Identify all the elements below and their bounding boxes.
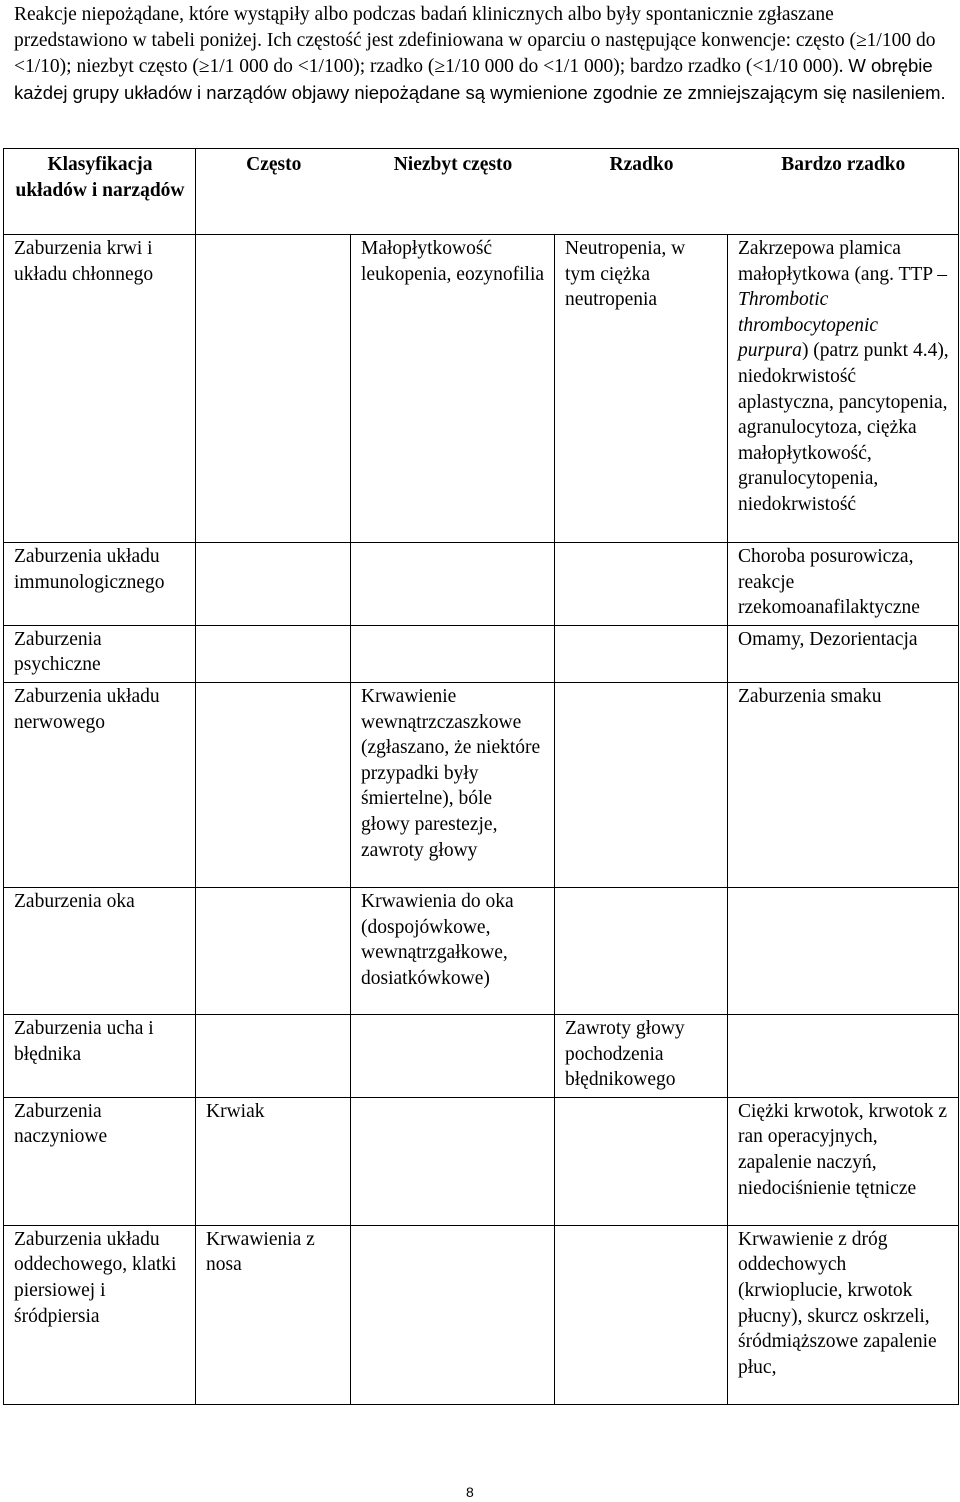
cell-very-rare: Ciężki krwotok, krwotok z ran operacyjnych, zapalenie naczyń, niedociśnienie tętnicze: [728, 1097, 959, 1225]
cell-very-rare: [728, 1014, 959, 1097]
cell-very-rare: Choroba posurowicza, reakcje rzekomoanafilaktyczne: [728, 543, 959, 626]
header-soc: Klasyfikacja układów i narządów: [4, 149, 196, 235]
cell-soc: Zaburzenia naczyniowe: [4, 1097, 196, 1225]
cell-very-rare: Omamy, Dezorientacja: [728, 625, 959, 682]
cell-very-rare: [728, 887, 959, 1014]
cell-uncommon: Małopłytkowość leukopenia, eozynofilia: [351, 235, 555, 543]
intro-paragraph: [14, 2, 949, 106]
table-row: [4, 1225, 959, 1404]
cell-uncommon: Krwawienia do oka (dospojówkowe, wewnątrzgałkowe, dosiatkówkowe): [351, 887, 555, 1014]
cell-common: Krwawienia z nosa: [196, 1225, 351, 1404]
cell-very-rare: Zaburzenia smaku: [728, 682, 959, 887]
cell-soc: Zaburzenia układu oddechowego, klatki piersiowej i śródpiersia: [4, 1225, 196, 1404]
table-row: [4, 543, 959, 626]
cell-soc: Zaburzenia układu immunologicznego: [4, 543, 196, 626]
cell-common: [196, 543, 351, 626]
cell-uncommon: Krwawienie wewnątrzczaszkowe (zgłaszano, że niektóre przypadki były śmiertelne), bóle głowy parestezje, zawroty głowy: [351, 682, 555, 887]
cell-common: Krwiak: [196, 1097, 351, 1225]
table-row: [4, 235, 959, 543]
table-row: [4, 682, 959, 887]
cell-uncommon: [351, 1097, 555, 1225]
table-header-row: [4, 149, 959, 235]
cell-common: [196, 235, 351, 543]
cell-soc: Zaburzenia układu nerwowego: [4, 682, 196, 887]
header-very-rare: Bardzo rzadko: [728, 149, 959, 235]
very-rare-part-a: Zakrzepowa plamica małopłytkowa (ang. TTP –: [738, 238, 948, 285]
header-uncommon: Niezbyt często: [351, 149, 555, 235]
cell-rare: Zawroty głowy pochodzenia błędnikowego: [555, 1014, 728, 1097]
header-common: Często: [196, 149, 351, 235]
cell-very-rare: [728, 235, 959, 543]
cell-soc: Zaburzenia krwi i układu chłonnego: [4, 235, 196, 543]
cell-rare: [555, 887, 728, 1014]
table-row: [4, 1097, 959, 1225]
cell-rare: [555, 682, 728, 887]
cell-uncommon: [351, 1014, 555, 1097]
cell-uncommon: [351, 1225, 555, 1404]
intro-sentence-2: Ich częstość jest zdefiniowana w oparciu o następujące konwencje: często (≥1/100 do <1/10); niezbyt często (≥1/1 000 do <1/100); rzadko (≥1/10 000 do <1/1 000); bardzo rzadko (<1/10 000).: [14, 29, 936, 78]
cell-very-rare: Krwawienie z dróg oddechowych (krwioplucie, krwotok płucny), skurcz oskrzeli, śródmiąższowe zapalenie płuc,: [728, 1225, 959, 1404]
table-row: [4, 887, 959, 1014]
table-row: [4, 625, 959, 682]
cell-common: [196, 887, 351, 1014]
cell-rare: [555, 1225, 728, 1404]
cell-uncommon: [351, 625, 555, 682]
header-rare: Rzadko: [555, 149, 728, 235]
very-rare-part-italic: Thrombotic thrombocytopenic purpura: [738, 289, 879, 362]
cell-rare: Neutropenia, w tym ciężka neutropenia: [555, 235, 728, 543]
cell-common: [196, 625, 351, 682]
cell-rare: [555, 543, 728, 626]
intro-sentence-3: W obrębie każdej grupy układów i narządów objawy niepożądane są wymienione zgodnie ze zmniejszającym się nasileniem.: [14, 55, 946, 103]
intro-sentence-1: Reakcje niepożądane, które wystąpiły albo podczas badań klinicznych albo były spontanicznie zgłaszane przedstawiono w tabeli poniżej.: [14, 4, 834, 51]
table-row: [4, 1014, 959, 1097]
adverse-reactions-table: [3, 148, 959, 1405]
page-number: 8: [466, 1484, 474, 1500]
very-rare-part-c: ) (patrz punkt 4.4), niedokrwistość aplastyczna, pancytopenia, agranulocytoza, ciężka małopłytkowość, granulocytopenia, niedokrwistość: [738, 340, 949, 515]
cell-uncommon: [351, 543, 555, 626]
cell-rare: [555, 625, 728, 682]
cell-common: [196, 1014, 351, 1097]
cell-soc: Zaburzenia psychiczne: [4, 625, 196, 682]
cell-soc: Zaburzenia oka: [4, 887, 196, 1014]
cell-rare: [555, 1097, 728, 1225]
cell-common: [196, 682, 351, 887]
cell-soc: Zaburzenia ucha i błędnika: [4, 1014, 196, 1097]
